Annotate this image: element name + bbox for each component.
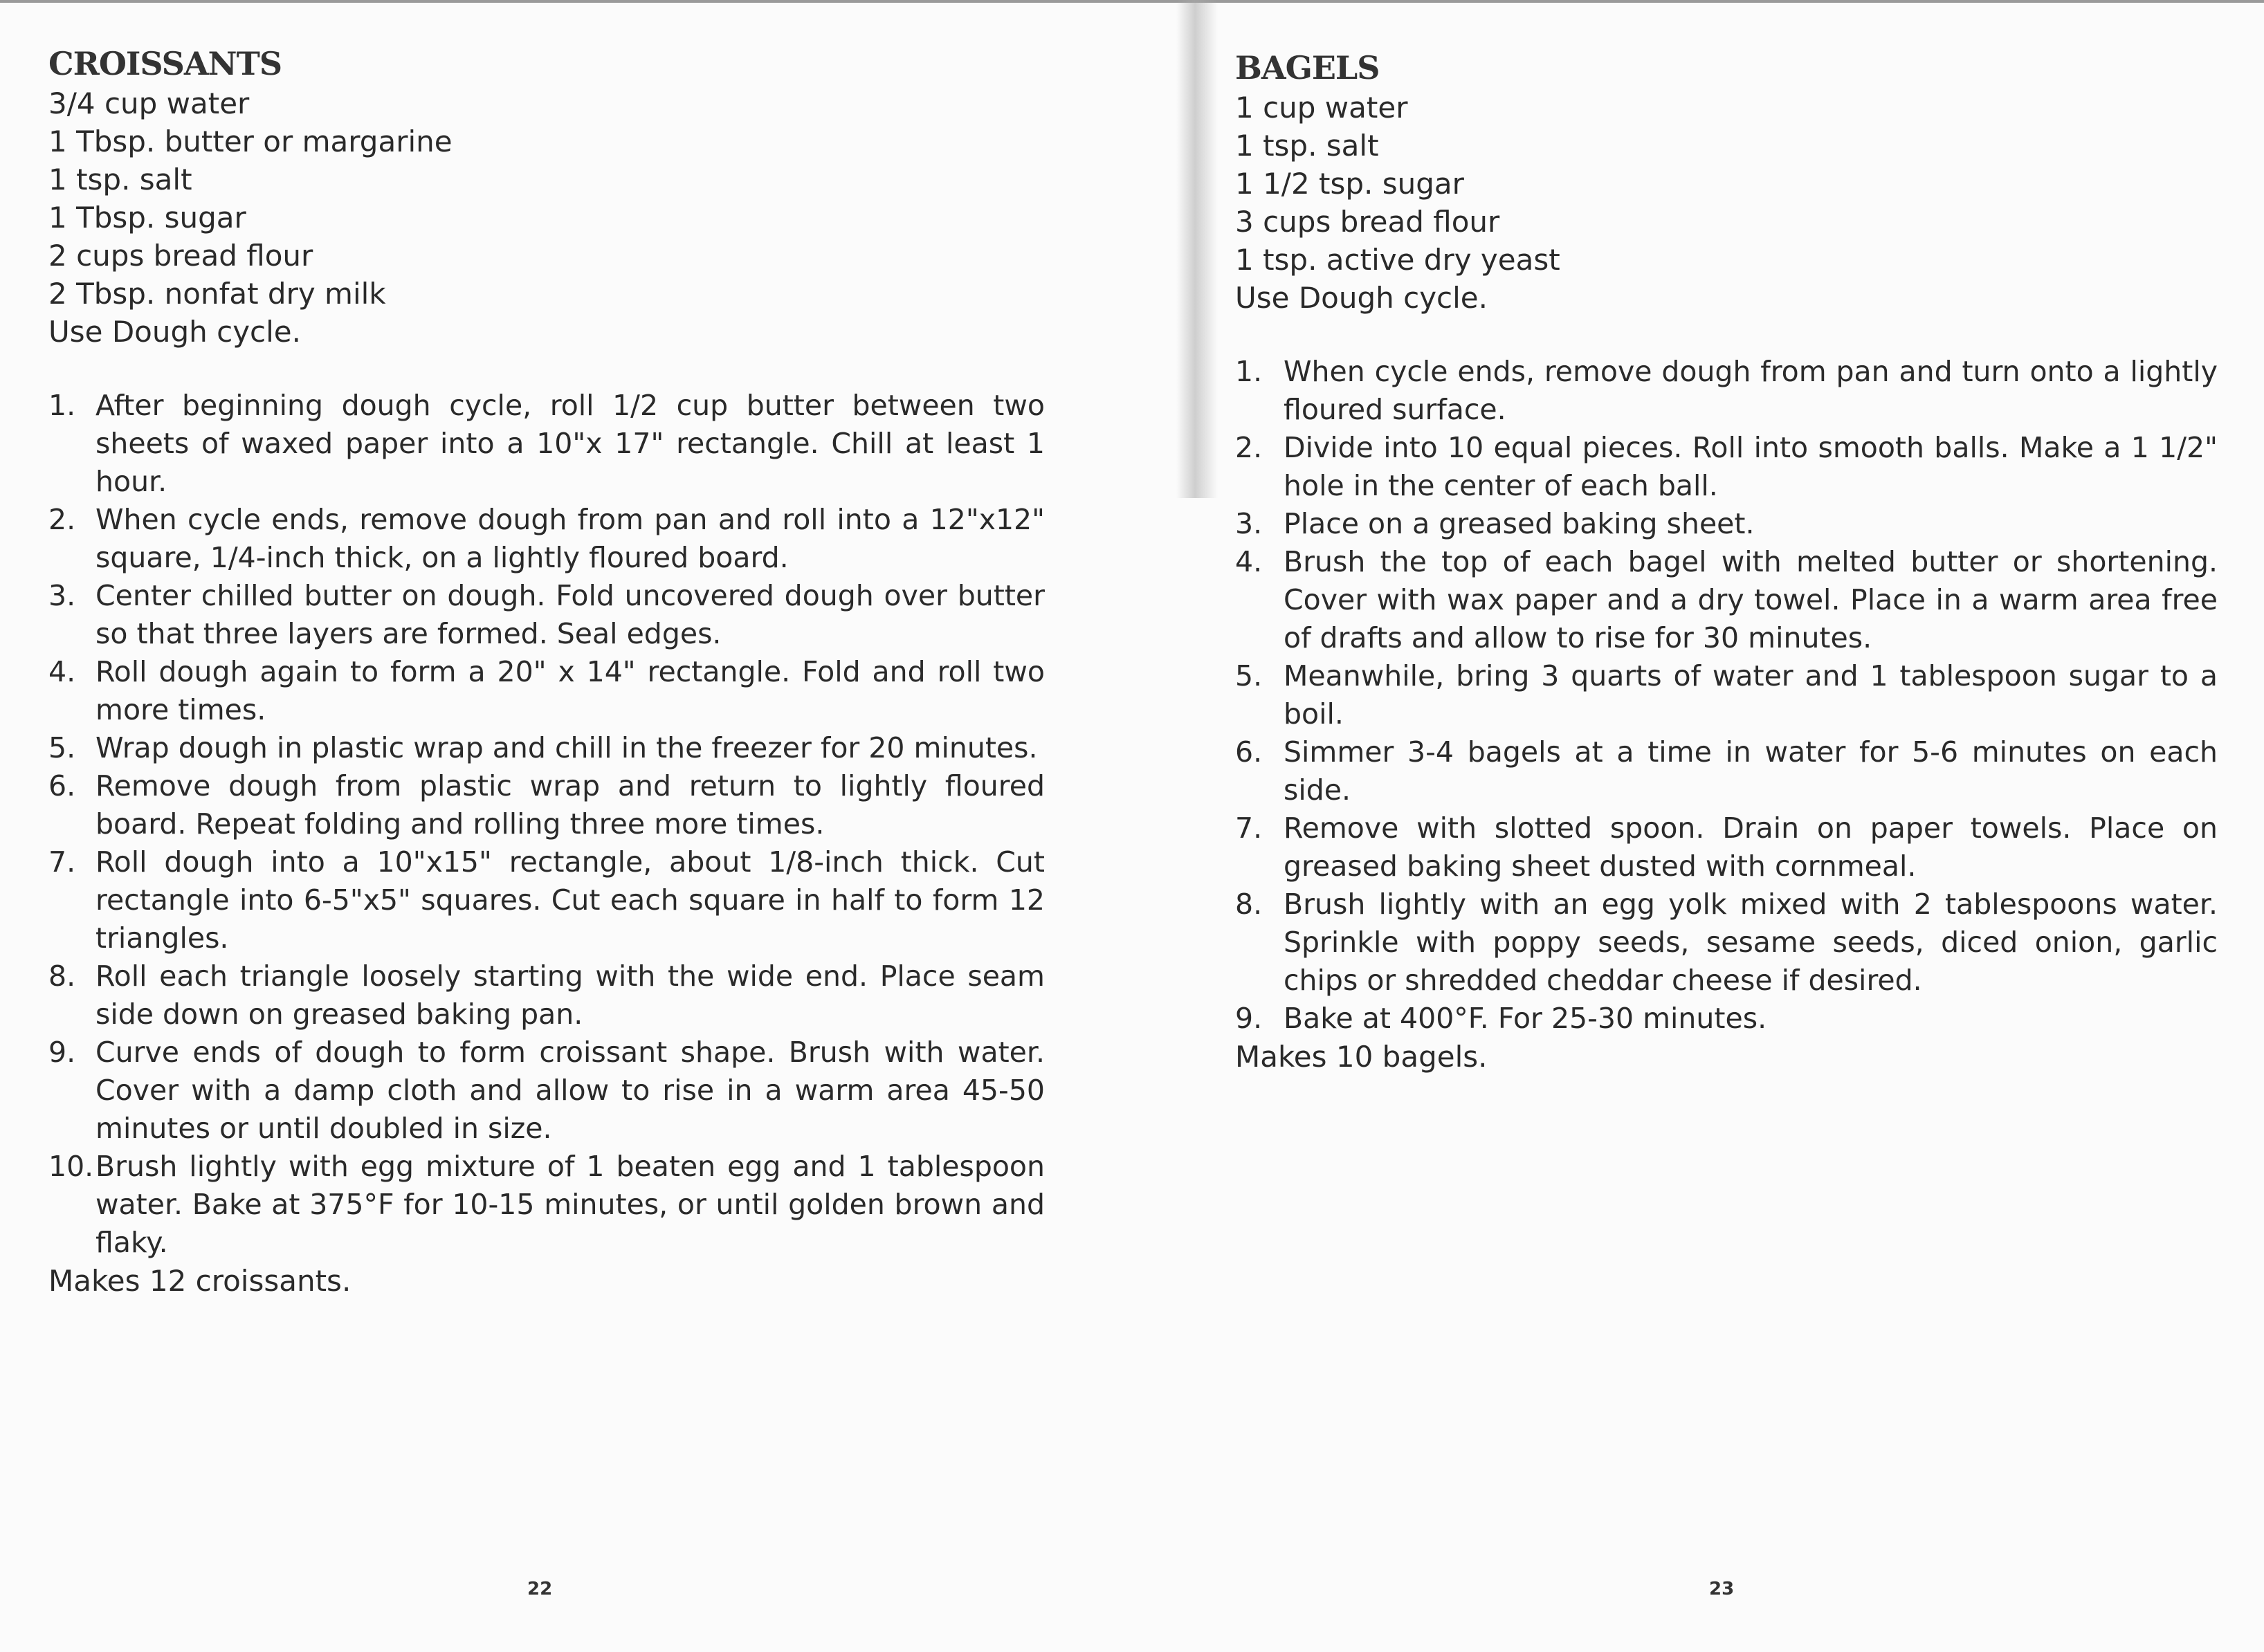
step-item — [1235, 1000, 2218, 1038]
step-item — [48, 577, 1045, 653]
step-text: Brush lightly with an egg yolk mixed with 2 tablespoons water. Sprinkle with poppy seeds, sesame seeds, diced onion, garlic chips or shredded cheddar cheese if desired. — [1284, 888, 2218, 997]
step-number: 7. — [1235, 811, 1263, 845]
step-item — [1235, 543, 2218, 657]
step-text: Remove dough from plastic wrap and return to lightly floured board. Repeat folding and rolling three more times. — [95, 769, 1045, 841]
step-text: Center chilled butter on dough. Fold uncovered dough over butter so that three layers are formed. Seal edges. — [95, 579, 1045, 650]
croissants-recipe — [48, 44, 1045, 1300]
ingredient-list — [48, 84, 1045, 351]
step-number: 4. — [1235, 545, 1263, 578]
recipe-title: CROISSANTS — [48, 45, 282, 82]
step-text: Roll dough again to form a 20" x 14" rectangle. Fold and roll two more times. — [95, 655, 1045, 726]
step-item — [48, 1034, 1045, 1148]
step-item — [1235, 429, 2218, 505]
step-number: 5. — [1235, 659, 1263, 692]
step-item — [48, 767, 1045, 843]
recipe-title: BAGELS — [1235, 49, 1380, 86]
step-text: Curve ends of dough to form croissant shape. Brush with water. Cover with a damp cloth and allow to rise in a warm area 45-50 minutes or until doubled in size. — [95, 1036, 1045, 1145]
ingredient-item: 2 cups bread flour — [48, 239, 313, 273]
ingredient-item: 1 1/2 tsp. sugar — [1235, 167, 1464, 201]
step-text: Divide into 10 equal pieces. Roll into smooth balls. Make a 1 1/2" hole in the center of each ball. — [1284, 431, 2218, 502]
yield-text: Makes 12 croissants. — [48, 1264, 352, 1298]
step-text: Wrap dough in plastic wrap and chill in the freezer for 20 minutes. — [95, 731, 1038, 764]
step-item — [48, 653, 1045, 729]
step-list — [1235, 353, 2218, 1038]
cycle-instruction: Use Dough cycle. — [1235, 281, 1488, 315]
right-page — [1154, 0, 2264, 1652]
ingredient-item: 1 tsp. salt — [48, 163, 192, 196]
top-edge-rule — [1154, 0, 2264, 3]
ingredient-item: 1 Tbsp. sugar — [48, 201, 246, 235]
binding-gutter-shadow — [1176, 0, 1218, 498]
step-list — [48, 387, 1045, 1262]
step-number: 1. — [1235, 355, 1263, 388]
step-item — [48, 729, 1045, 767]
step-item — [48, 1148, 1045, 1262]
step-number: 1. — [48, 389, 76, 422]
step-number: 3. — [48, 579, 76, 612]
step-item — [1235, 885, 2218, 1000]
step-item — [1235, 353, 2218, 429]
step-number: 10. — [48, 1150, 94, 1183]
step-text: Place on a greased baking sheet. — [1284, 507, 1755, 540]
ingredient-item: 1 tsp. active dry yeast — [1235, 243, 1560, 277]
step-item — [48, 387, 1045, 501]
ingredient-item: 2 Tbsp. nonfat dry milk — [48, 277, 386, 311]
step-number: 3. — [1235, 507, 1263, 540]
step-item — [1235, 733, 2218, 809]
ingredient-item: 3/4 cup water — [48, 86, 250, 120]
step-number: 8. — [1235, 888, 1263, 921]
step-text: Roll each triangle loosely starting with the wide end. Place seam side down on greased baking pan. — [95, 960, 1045, 1031]
ingredient-item: 3 cups bread flour — [1235, 205, 1500, 239]
step-text: Meanwhile, bring 3 quarts of water and 1 tablespoon sugar to a boil. — [1284, 659, 2218, 731]
step-item — [48, 957, 1045, 1034]
step-text: Bake at 400°F. For 25-30 minutes. — [1284, 1002, 1767, 1035]
step-number: 8. — [48, 960, 76, 993]
step-item — [48, 843, 1045, 957]
step-item — [1235, 809, 2218, 885]
step-item — [1235, 505, 2218, 543]
step-text: Roll dough into a 10"x15" rectangle, about 1/8-inch thick. Cut rectangle into 6-5"x5" squares. Cut each square in half to form 12 triangles. — [95, 845, 1045, 955]
step-item — [1235, 657, 2218, 733]
step-item — [48, 501, 1045, 577]
step-number: 6. — [48, 769, 76, 802]
ingredient-item: 1 cup water — [1235, 91, 1408, 125]
page-number: 22 — [527, 1579, 553, 1599]
step-text: After beginning dough cycle, roll 1/2 cup butter between two sheets of waxed paper into a 10"x 17" rectangle. Chill at least 1 hour. — [95, 389, 1045, 498]
step-text: When cycle ends, remove dough from pan and roll into a 12"x12" square, 1/4-inch thick, on a lightly floured board. — [95, 503, 1045, 574]
step-number: 9. — [1235, 1002, 1263, 1035]
ingredient-item: 1 tsp. salt — [1235, 129, 1379, 163]
step-number: 2. — [48, 503, 76, 536]
step-number: 5. — [48, 731, 76, 764]
step-text: Brush lightly with egg mixture of 1 beaten egg and 1 tablespoon water. Bake at 375°F for 10-15 minutes, or until golden brown and flaky. — [95, 1150, 1045, 1259]
cycle-instruction: Use Dough cycle. — [48, 315, 301, 349]
step-text: Remove with slotted spoon. Drain on paper towels. Place on greased baking sheet dusted with cornmeal. — [1284, 811, 2218, 883]
top-edge-rule — [0, 0, 1154, 3]
step-number: 2. — [1235, 431, 1263, 464]
step-number: 6. — [1235, 735, 1263, 769]
page-number: 23 — [1709, 1579, 1735, 1599]
step-text: Simmer 3-4 bagels at a time in water for 5-6 minutes on each side. — [1284, 735, 2218, 807]
ingredient-list — [1235, 89, 2218, 317]
step-number: 9. — [48, 1036, 76, 1069]
step-text: Brush the top of each bagel with melted butter or shortening. Cover with wax paper and a dry towel. Place in a warm area free of drafts and allow to rise for 30 minutes. — [1284, 545, 2218, 654]
yield-text: Makes 10 bagels. — [1235, 1040, 1488, 1074]
step-number: 4. — [48, 655, 76, 688]
step-number: 7. — [48, 845, 76, 879]
ingredient-item: 1 Tbsp. butter or margarine — [48, 125, 453, 158]
bagels-recipe — [1235, 48, 2218, 1076]
step-text: When cycle ends, remove dough from pan and turn onto a lightly floured surface. — [1284, 355, 2218, 426]
